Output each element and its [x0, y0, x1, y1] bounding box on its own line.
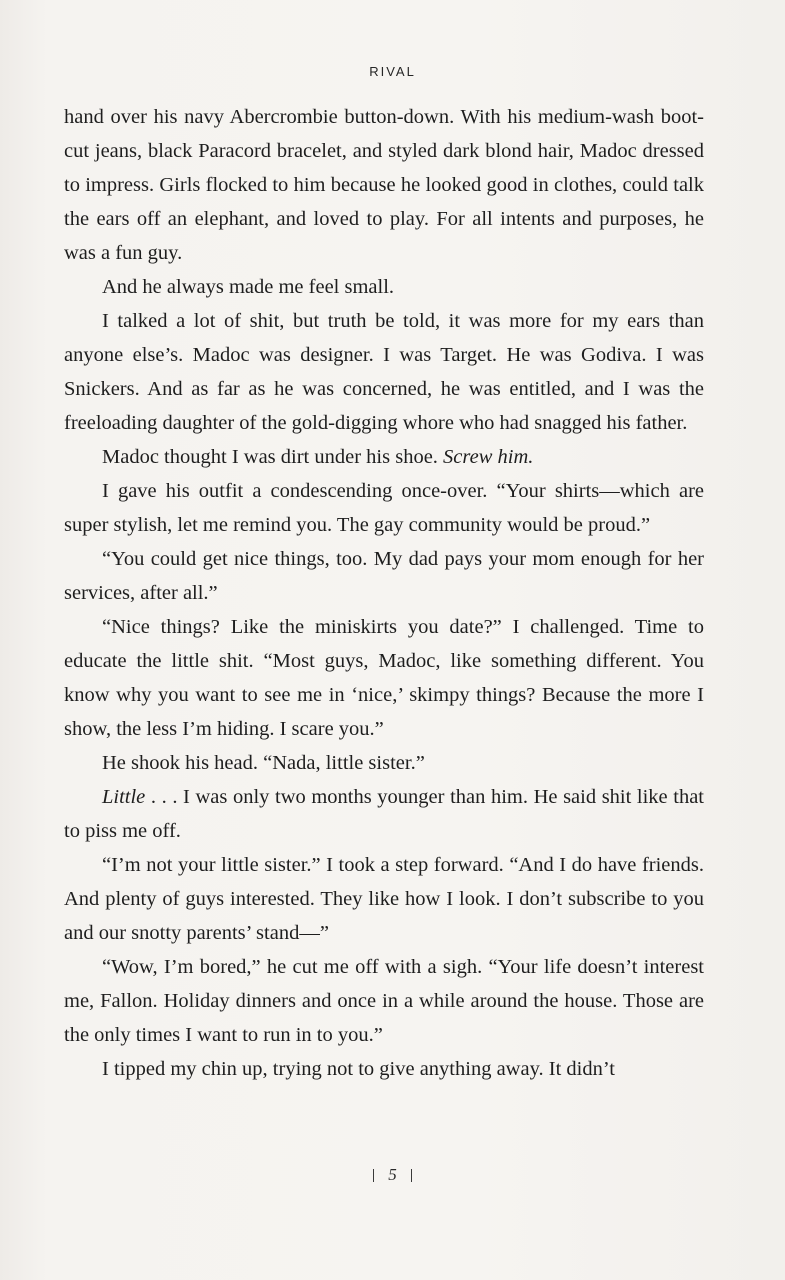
paragraph: “Wow, I’m bored,” he cut me off with a sigh. “Your life doesn’t interest me, Fallon. Holiday dinners and once in a while around the house. Those are the only times I want to run in to you.”: [64, 956, 704, 1046]
running-head: RIVAL: [369, 64, 416, 79]
italic-phrase: Screw him.: [443, 446, 534, 468]
page-number-value: 5: [388, 1165, 397, 1185]
paragraph: “I’m not your little sister.” I took a step forward. “And I do have friends. And plenty of guys interested. They like how I look. I don’t subscribe to you and our snotty parents’ stand—”: [64, 854, 704, 944]
paragraph: hand over his navy Abercrombie button-down. With his medium-wash boot-cut jeans, black Paracord bracelet, and styled dark blond hair, Madoc dressed to impress. Girls flocked to him because he looked good in clothes, could talk the ears off an elephant, and loved to play. For all intents and purposes, he was a fun guy.: [64, 106, 704, 264]
paragraph: Madoc thought I was dirt under his shoe. Screw him.: [102, 446, 534, 468]
paragraph: And he always made me feel small.: [102, 276, 395, 298]
page-number: [0, 1164, 785, 1185]
paragraph: “Nice things? Like the miniskirts you date?” I challenged. Time to educate the little shit. “Most guys, Madoc, like something different. You know why you want to see me in ‘nice,’ skimpy things? Because the more I show, the less I’m hiding. I scare you.”: [64, 616, 704, 740]
paragraph: “You could get nice things, too. My dad pays your mom enough for her services, after all.”: [64, 548, 704, 604]
folio-bar-right: [411, 1169, 412, 1182]
paragraph: He shook his head. “Nada, little sister.”: [102, 752, 425, 774]
folio-bar-left: [373, 1169, 374, 1182]
body-text: [64, 100, 704, 1086]
italic-phrase: Little: [102, 786, 146, 808]
paragraph: I tipped my chin up, trying not to give anything away. It didn’t: [102, 1058, 615, 1080]
paragraph: Little . . . I was only two months younger than him. He said shit like that to piss me off.: [64, 786, 704, 842]
paragraph: I talked a lot of shit, but truth be told, it was more for my ears than anyone else’s. Madoc was designer. I was Target. He was Godiva. I was Snickers. And as far as he was concerned, he was entitled, and I was the freeloading daughter of the gold-digging whore who had snagged his father.: [64, 310, 704, 434]
paragraph: I gave his outfit a condescending once-over. “Your shirts—which are super stylish, let me remind you. The gay community would be proud.”: [64, 480, 704, 536]
